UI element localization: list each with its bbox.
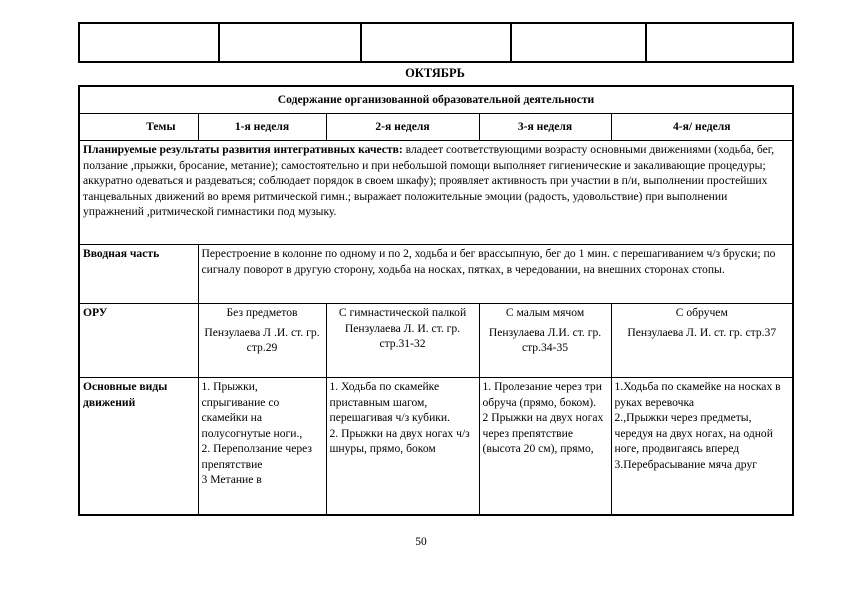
top-empty-table: [78, 22, 794, 63]
oru-week-ref: Пензулаева Л .И. ст. гр. стр.29: [204, 325, 320, 354]
planned-results-text: владеет соответствующими возрасту основными движениями (ходьба, бег, ползание ,прыжки, бросание, метание); самостоятельно и при небольшой помощи выполняет гигиенические и закаливающие процедуры; аккуратно одеваться и раздеваться; соблюдает порядок в своем шкафу); проявляет активность при участии в п/и, выполнении простейших танцевальных движений во время ритмической гимн.; выражает положительные эмоции (радость, удовольствие) при выполнении упражнений ,ритмической гимнастики под музыку.: [83, 143, 775, 218]
oru-week-ref: Пензулаева Л. И. ст. гр. стр.31-32: [344, 321, 461, 350]
oru-week-ref: Пензулаева Л. И. ст. гр. стр.37: [627, 325, 777, 339]
top-empty-cell: [219, 23, 361, 62]
table-title-row: [79, 86, 793, 114]
activity-plan-table: [78, 85, 794, 516]
main-moves-item: 1.Ходьба по скамейке на носках в руках веревочка: [614, 380, 781, 409]
main-moves-item: 3 Метание в: [201, 473, 262, 486]
intro-label: Вводная часть: [79, 245, 198, 304]
table-title: Содержание организованной образовательной деятельности: [79, 86, 793, 114]
page-number: 50: [415, 536, 427, 548]
week-4-header: 4-я/ неделя: [611, 114, 793, 141]
main-moves-row: [79, 378, 793, 516]
weeks-header-row: [79, 114, 793, 141]
top-empty-cell: [511, 23, 646, 62]
main-moves-week-cell: [198, 378, 326, 516]
oru-label: ОРУ: [79, 304, 198, 378]
top-empty-cell: [79, 23, 219, 62]
main-moves-item: 2. Прыжки на двух ногах ч/з шнуры, прямо, боком: [329, 426, 470, 455]
main-moves-item: 1. Прыжки, спрыгивание со скамейки на полусогнутые ноги.,: [201, 380, 303, 440]
oru-row: [79, 304, 793, 378]
main-moves-item: 2 Прыжки на двух ногах через препятствие (высота 20 см), прямо,: [482, 411, 604, 455]
week-2-header: 2-я неделя: [326, 114, 479, 141]
top-empty-row: [79, 23, 793, 62]
intro-text: Перестроение в колонне по одному и по 2, ходьба и бег врассыпную, бег до 1 мин. с перешагиванием ч/з бруски; по сигналу поворот в другую сторону, ходьба на носках, пятках, в чередовании, на внешних сторонах стопы.: [198, 245, 793, 304]
oru-week-title: Без предметов: [226, 306, 298, 319]
top-empty-cell: [646, 23, 793, 62]
main-moves-item: 1. Пролезание через три обруча (прямо, боком).: [482, 380, 602, 409]
main-moves-label: Основные виды движений: [79, 378, 198, 516]
oru-week-title: С малым мячом: [505, 306, 585, 319]
oru-week-cell: [479, 304, 611, 378]
oru-week-title: С обручем: [675, 306, 728, 319]
main-moves-item: 3.Перебрасывание мяча друг: [614, 457, 757, 471]
top-empty-cell: [361, 23, 511, 62]
oru-week-cell: [326, 304, 479, 378]
main-moves-week-cell: [611, 378, 793, 516]
oru-week-cell: [198, 304, 326, 378]
main-moves-week-cell: [479, 378, 611, 516]
intro-row: [79, 245, 793, 304]
oru-week-ref: Пензулаева Л.И. ст. гр. стр.34-35: [488, 325, 602, 354]
oru-week-title: С гимнастической палкой: [338, 306, 467, 319]
main-moves-item: 2. Переползание через препятствие: [201, 442, 313, 471]
planned-results-row: [79, 141, 793, 245]
main-moves-week-cell: [326, 378, 479, 516]
themes-header: Темы: [79, 114, 198, 141]
week-3-header: 3-я неделя: [479, 114, 611, 141]
week-1-header: 1-я неделя: [198, 114, 326, 141]
main-moves-item: 1. Ходьба по скамейке приставным шагом, перешагивая ч/з кубики.: [329, 380, 451, 424]
planned-results-label: Планируемые результаты развития интегративных качеств:: [83, 143, 403, 156]
main-moves-item: 2.,Прыжки через предметы, чередуя на двух ногах, на одной ноге, продвигаясь вперед: [614, 411, 773, 455]
oru-week-cell: [611, 304, 793, 378]
month-title: ОКТЯБРЬ: [405, 66, 465, 80]
planned-results-cell: [79, 141, 793, 245]
